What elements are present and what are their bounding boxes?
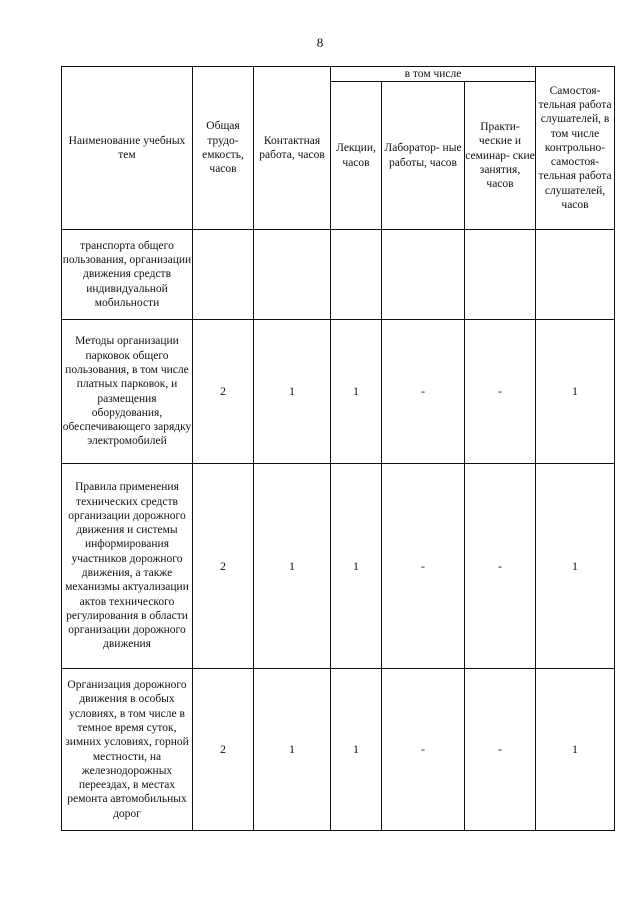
lab-hours-cell: - xyxy=(382,464,465,669)
header-lecture-hours: Лекции, часов xyxy=(331,82,382,230)
header-contact-hours: Контактная работа, часов xyxy=(254,67,331,230)
header-self-study-hours: Самостоя- тельная работа слушателей, в том числе контрольно- самостоя- тельная работа слушателей, часов xyxy=(536,67,615,230)
table-row xyxy=(62,320,615,464)
lab-hours-cell xyxy=(382,230,465,320)
topic-cell: Правила применения технических средств организации дорожного движения и системы информирования участников дорожного движения, а также механизмы актуализации актов технического регулирования в области организации дорожного движения xyxy=(62,464,193,669)
table-body xyxy=(62,230,615,831)
lab-hours-cell: - xyxy=(382,320,465,464)
lecture-hours-cell: 1 xyxy=(331,669,382,831)
contact-hours-cell: 1 xyxy=(254,320,331,464)
practice-hours-cell: - xyxy=(465,464,536,669)
total-hours-cell: 2 xyxy=(193,320,254,464)
lecture-hours-cell xyxy=(331,230,382,320)
self-study-hours-cell: 1 xyxy=(536,669,615,831)
contact-hours-cell: 1 xyxy=(254,464,331,669)
contact-hours-cell xyxy=(254,230,331,320)
topic-cell: транспорта общего пользования, организации движения средств индивидуальной мобильности xyxy=(62,230,193,320)
header-lab-hours: Лаборатор- ные работы, часов xyxy=(382,82,465,230)
table-row xyxy=(62,669,615,831)
practice-hours-cell xyxy=(465,230,536,320)
table-row xyxy=(62,230,615,320)
header-total-hours: Общая трудо- емкость, часов xyxy=(193,67,254,230)
header-practice-hours: Практи- ческие и семинар- ские занятия, часов xyxy=(465,82,536,230)
table-header xyxy=(62,67,615,230)
header-including-group: в том числе xyxy=(331,67,536,82)
total-hours-cell: 2 xyxy=(193,464,254,669)
lecture-hours-cell: 1 xyxy=(331,320,382,464)
header-topic: Наименование учебных тем xyxy=(62,67,193,230)
practice-hours-cell: - xyxy=(465,669,536,831)
self-study-hours-cell: 1 xyxy=(536,464,615,669)
table-row xyxy=(62,464,615,669)
total-hours-cell xyxy=(193,230,254,320)
lab-hours-cell: - xyxy=(382,669,465,831)
self-study-hours-cell: 1 xyxy=(536,320,615,464)
topic-cell: Методы организации парковок общего пользования, в том числе платных парковок, и размещения оборудования, обеспечивающего зарядку электромобилей xyxy=(62,320,193,464)
page-number: 8 xyxy=(316,35,324,50)
topic-cell: Организация дорожного движения в особых условиях, в том числе в темное время суток, зимних условиях, горной местности, на железнодорожных переездах, в местах ремонта автомобильных дорог xyxy=(62,669,193,831)
curriculum-table xyxy=(61,66,615,831)
contact-hours-cell: 1 xyxy=(254,669,331,831)
practice-hours-cell: - xyxy=(465,320,536,464)
total-hours-cell: 2 xyxy=(193,669,254,831)
self-study-hours-cell xyxy=(536,230,615,320)
lecture-hours-cell: 1 xyxy=(331,464,382,669)
